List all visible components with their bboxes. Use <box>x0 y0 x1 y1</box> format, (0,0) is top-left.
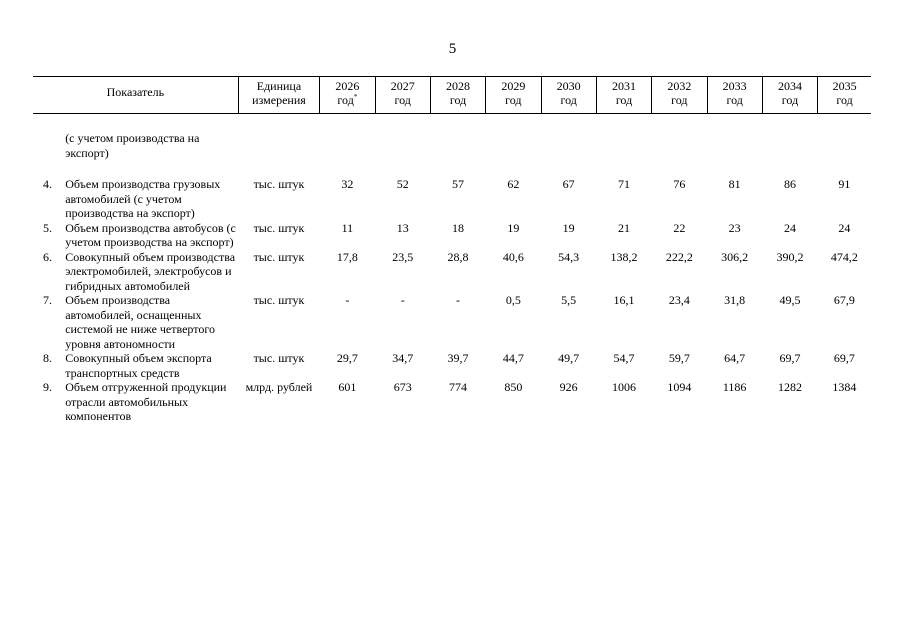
indicators-table <box>33 76 871 424</box>
table-row <box>33 221 871 250</box>
row-value: 44,7 <box>502 351 524 365</box>
row-value: 24 <box>783 220 796 235</box>
row-value: 49,7 <box>558 351 580 365</box>
row-value: 23 <box>728 220 741 235</box>
row-value: 69,7 <box>779 351 801 365</box>
row-number: 4. <box>43 177 52 191</box>
row-value: 474,2 <box>830 249 858 264</box>
row-indicator-name: Объем производства автомобилей, оснащенных системой не ниже четвертого уровня автономности <box>65 293 215 351</box>
row-value: 29,7 <box>336 351 358 365</box>
row-value: - <box>345 293 350 307</box>
row-value: 138,2 <box>610 249 638 264</box>
row-value: 1282 <box>777 380 802 394</box>
row-value: 926 <box>559 380 578 394</box>
table-body <box>33 114 871 424</box>
row-value: 774 <box>449 380 468 394</box>
row-value: 23,5 <box>392 249 414 264</box>
header-year: 2030 год <box>541 77 596 114</box>
row-value: 850 <box>504 380 523 394</box>
row-value: 18 <box>452 220 465 235</box>
row-unit: тыс. штук <box>253 177 305 191</box>
row-value: 673 <box>393 380 412 394</box>
row-value: 306,2 <box>721 249 749 264</box>
row-value: 1006 <box>612 380 636 394</box>
header-year: 2029 год <box>486 77 541 114</box>
row-value: 62 <box>507 177 520 191</box>
header-year: 2027 год <box>375 77 430 114</box>
row-indicator-name: Совокупный объем экспорта транспортных средств <box>65 351 212 380</box>
row-value: 86 <box>783 177 796 191</box>
row-value: 21 <box>618 220 630 235</box>
row-unit: тыс. штук <box>253 293 305 307</box>
footnote-mark: * <box>353 93 358 101</box>
table-header-row <box>33 77 871 114</box>
row-value: 69,7 <box>833 351 855 365</box>
row-indicator-name: Совокупный объем производства электромобилей, электробусов и гибридных автомобилей <box>65 249 236 293</box>
header-year: 2033 год <box>707 77 762 114</box>
row-unit: тыс. штук <box>253 220 305 235</box>
row-value: 11 <box>341 220 354 235</box>
row-value: 28,8 <box>447 249 469 264</box>
row-value: 71 <box>618 177 630 191</box>
page-number: 5 <box>448 41 457 57</box>
table-row <box>33 380 871 424</box>
table-row <box>33 293 871 351</box>
row-indicator-name: Объем производства автобусов (с учетом производства на экспорт) <box>65 220 236 249</box>
row-value: 34,7 <box>392 351 414 365</box>
row-value: - <box>400 293 405 307</box>
row-value: 52 <box>396 177 409 191</box>
row-unit: тыс. штук <box>253 249 305 264</box>
continuation-text: (с учетом производства на экспорт) <box>65 131 200 160</box>
header-unit: Единица измерения <box>238 77 319 114</box>
row-value: 0,5 <box>505 293 521 307</box>
row-value: 76 <box>673 177 686 191</box>
continuation-row <box>33 114 871 178</box>
row-value: 601 <box>338 380 357 394</box>
row-number: 8. <box>43 351 52 365</box>
table-row <box>33 250 871 294</box>
table-row <box>33 351 871 380</box>
row-value: 91 <box>838 177 851 191</box>
header-year: 2032 год <box>652 77 707 114</box>
row-value: 5,5 <box>561 293 577 307</box>
row-number: 5. <box>43 220 52 235</box>
header-year: 2031 год <box>596 77 651 114</box>
row-value: 40,6 <box>502 249 524 264</box>
row-indicator-name: Объем производства грузовых автомобилей (с учетом производства на экспорт) <box>65 177 221 220</box>
row-value: 17,8 <box>336 249 358 264</box>
row-value: 49,5 <box>779 293 801 307</box>
row-value: 13 <box>396 220 409 235</box>
header-year: 2034 год <box>762 77 817 114</box>
row-value: 24 <box>838 220 851 235</box>
header-year: 2026 год* <box>320 77 375 114</box>
row-value: 64,7 <box>724 351 746 365</box>
row-value: 67 <box>562 177 575 191</box>
header-year: 2035 год <box>818 77 871 114</box>
row-value: 390,2 <box>776 249 804 264</box>
row-unit: млрд. рублей <box>245 380 313 394</box>
row-number: 6. <box>43 249 52 264</box>
row-value: 22 <box>673 220 686 235</box>
row-value: 32 <box>341 177 354 191</box>
row-indicator-name: Объем отгруженной продукции отрасли автомобильных компонентов <box>65 380 227 423</box>
row-value: 81 <box>728 177 741 191</box>
row-value: 1384 <box>832 380 857 394</box>
row-value: 67,9 <box>833 293 855 307</box>
table-row <box>33 177 871 221</box>
row-value: 1186 <box>722 380 747 394</box>
row-value: 54,3 <box>558 249 580 264</box>
row-value: 54,7 <box>613 351 635 365</box>
row-value: 19 <box>562 220 575 235</box>
row-value: 59,7 <box>668 351 690 365</box>
row-value: 39,7 <box>447 351 469 365</box>
row-value: 31,8 <box>724 293 746 307</box>
row-value: 222,2 <box>665 249 693 264</box>
row-number: 9. <box>43 380 52 394</box>
row-value: 16,1 <box>613 293 635 307</box>
row-value: 19 <box>507 220 520 235</box>
header-indicator: Показатель <box>33 77 238 114</box>
row-unit: тыс. штук <box>253 351 305 365</box>
row-value: 57 <box>452 177 465 191</box>
row-value: 23,4 <box>668 293 690 307</box>
header-year: 2028 год <box>430 77 485 114</box>
row-value: - <box>456 293 461 307</box>
row-value: 1094 <box>667 380 692 394</box>
row-number: 7. <box>43 293 52 307</box>
